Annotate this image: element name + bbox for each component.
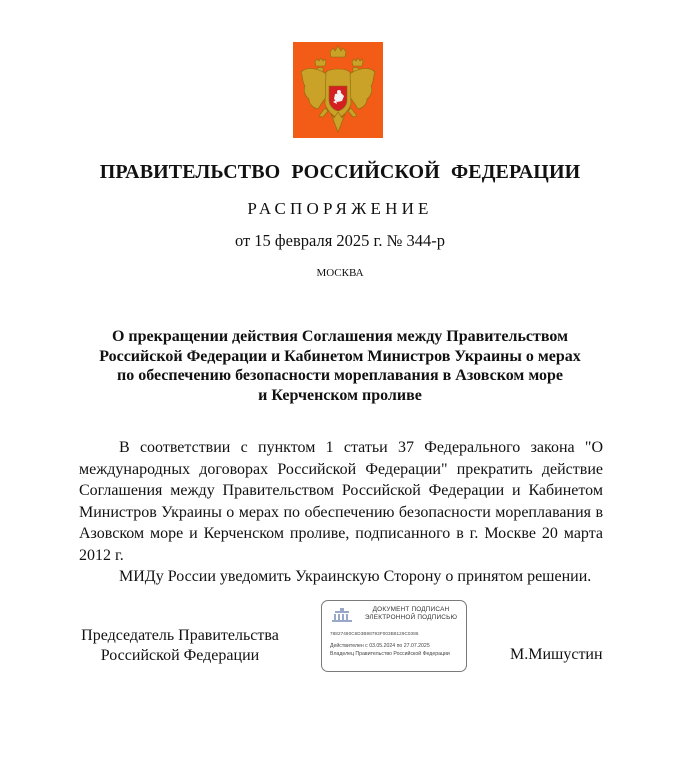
certificate-owner: Владелец Правительство Российской Федерации <box>330 651 450 657</box>
stamp-heading-line: ЭЛЕКТРОННОЙ ПОДПИСЬЮ <box>364 614 458 621</box>
document-body <box>79 437 603 588</box>
body-paragraph: МИДу России уведомить Украинскую Сторону о принятом решении. <box>119 568 592 585</box>
signer-name: М.Мишустин <box>510 646 603 663</box>
signer-position <box>80 626 280 666</box>
certificate-serial: 78827480C6D3B98793F003B8129C0386 <box>330 631 419 636</box>
electronic-signature-stamp <box>321 600 467 672</box>
signer-position-line: Российской Федерации <box>100 647 260 664</box>
document-date-number: от 15 февраля 2025 г. № 344-р <box>234 231 446 250</box>
government-title: ПРАВИТЕЛЬСТВО РОССИЙСКОЙ ФЕДЕРАЦИИ <box>99 161 581 183</box>
subject-line: Российской Федерации и Кабинетом Министров Украины о мерах <box>99 347 581 365</box>
certificate-validity: Действителен с 03.05.2024 по 27.07.2025 <box>330 643 430 649</box>
coat-of-arms-emblem <box>293 42 383 138</box>
building-icon <box>331 607 353 623</box>
subject-line: и Керченском проливе <box>258 386 422 404</box>
stamp-heading-line: ДОКУМЕНТ ПОДПИСАН <box>372 606 450 613</box>
stamp-heading <box>358 606 464 622</box>
russian-coat-of-arms-icon <box>293 42 383 138</box>
subject-line: О прекращении действия Соглашения между Правительством <box>111 328 568 345</box>
signer-position-line: Председатель Правительства <box>81 627 279 644</box>
subject-line: по обеспечению безопасности мореплавания в Азовском море <box>116 367 564 384</box>
document-city: МОСКВА <box>316 267 364 279</box>
body-paragraph: В соответствии с пунктом 1 статьи 37 Федерального закона "О международных договорах Российской Федерации" прекратить действие Соглашения между Правительством Российской Федерации и Кабинетом Министров Украины о мерах по обеспечению безопасности мореплавания в Азовском море и Керченском проливе, подписанного в г. Москве 20 марта 2012 г. <box>79 439 603 564</box>
document-type: РАСПОРЯЖЕНИЕ <box>247 199 433 218</box>
document-subject <box>80 327 600 405</box>
